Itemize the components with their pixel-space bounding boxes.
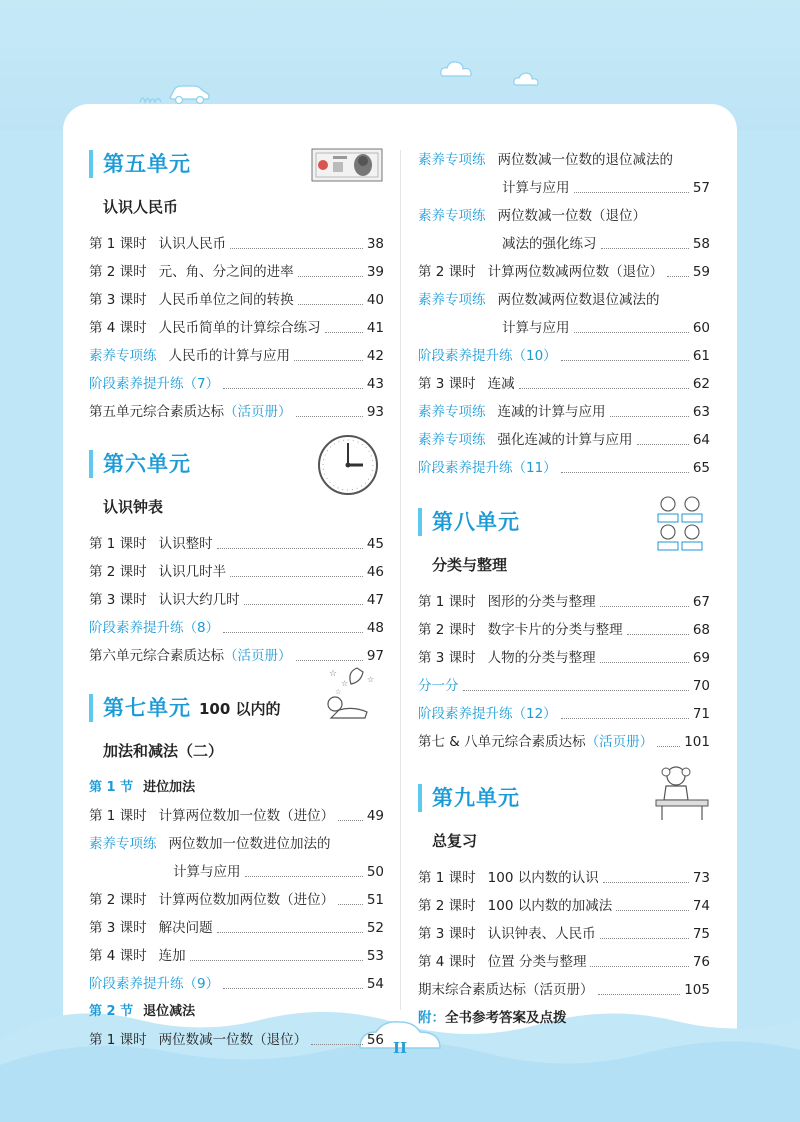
toc-entry[interactable] (89, 230, 384, 258)
entry-title-continued: 计算与应用 (502, 320, 570, 336)
entry-title: 阶段素养提升练（10） (418, 348, 557, 364)
toc-entry[interactable] (418, 286, 710, 314)
leader-dots (601, 248, 689, 249)
leader-dots (600, 938, 689, 939)
leader-dots (294, 360, 363, 361)
entry-title: 强化连减的计算与应用 (497, 432, 633, 448)
lesson-label: 第 3 课时 (418, 376, 476, 392)
appendix-prefix: 附： (418, 1010, 445, 1026)
teacher-illustration-icon (654, 764, 710, 822)
leader-dots (627, 634, 689, 635)
page-ref: 51 (366, 892, 384, 908)
toc-entry[interactable] (89, 802, 384, 830)
page-ref: 58 (692, 236, 710, 252)
toc-entry[interactable] (89, 586, 384, 614)
section-number: 第 1 节 (89, 780, 134, 795)
entry-title: 人民币的计算与应用 (168, 348, 290, 364)
leader-dots (298, 304, 363, 305)
leader-dots (574, 332, 689, 333)
entry-title: 第五单元综合素质达标 (89, 404, 224, 420)
leader-dots (325, 332, 363, 333)
toc-entry[interactable] (89, 398, 384, 426)
leader-dots (637, 444, 689, 445)
page-ref: 97 (366, 648, 384, 664)
entry-title: 第六单元综合素质达标 (89, 648, 224, 664)
page-ref: 43 (366, 376, 384, 392)
entry-title: 认识人民币 (158, 236, 227, 252)
leader-dots (561, 718, 689, 719)
page-ref: 62 (692, 376, 710, 392)
toc-entry[interactable] (418, 588, 710, 616)
unit-5-subtitle: 认识人民币 (103, 198, 179, 216)
lesson-label: 第 2 课时 (418, 264, 476, 280)
leader-dots (296, 416, 363, 417)
section-title: 退位减法 (143, 1004, 196, 1019)
lesson-label: 素养专项练 (89, 348, 157, 364)
leader-dots (574, 192, 689, 193)
entry-title: 阶段素养提升练（12） (418, 706, 557, 722)
entry-title: 人物的分类与整理 (487, 650, 596, 666)
entry-title: 连减 (487, 376, 515, 392)
entry-title: 两位数加一位数进位加法的 (168, 836, 331, 852)
lesson-label: 第 3 课时 (89, 920, 147, 936)
lesson-label: 第 1 课时 (89, 808, 147, 824)
page-ref: 76 (692, 954, 710, 970)
entry-title: 解决问题 (158, 920, 213, 936)
entry-title: 人民币单位之间的转换 (158, 292, 294, 308)
entry-title: 第七 & 八单元综合素质达标 (418, 734, 586, 750)
lesson-label: 第 1 课时 (418, 870, 476, 886)
lesson-label: 第 1 课时 (89, 536, 147, 552)
unit-bar (89, 450, 93, 478)
page-ref: 47 (366, 592, 384, 608)
toc-entry[interactable] (418, 948, 710, 976)
toc-entry[interactable] (418, 616, 710, 644)
leader-dots (245, 876, 363, 877)
lesson-label: 第 1 课时 (89, 236, 147, 252)
page-ref: 59 (692, 264, 710, 280)
toc-entry-continued[interactable] (418, 174, 710, 202)
entry-hint: （活页册） (224, 404, 292, 420)
entry-title-continued: 计算与应用 (173, 864, 241, 880)
entry-title: 100 以内数的认识 (487, 870, 599, 886)
entry-title: 分一分 (418, 678, 459, 694)
appendix-entry[interactable] (418, 1004, 710, 1032)
entry-title: 认识大约几时 (158, 592, 240, 608)
page-ref: 56 (366, 1032, 384, 1048)
toc-entry[interactable] (418, 426, 710, 454)
page-ref: 101 (684, 734, 710, 750)
entry-title: 两位数减一位数（退位） (158, 1032, 308, 1048)
toc-entry[interactable] (89, 258, 384, 286)
entry-title: 认识几时半 (158, 564, 227, 580)
page-ref: 70 (692, 678, 710, 694)
cloud-icon (512, 70, 542, 88)
toc-entry[interactable] (418, 644, 710, 672)
leader-dots (338, 820, 363, 821)
unit-8-subtitle: 分类与整理 (432, 556, 508, 574)
toc-entry[interactable] (418, 146, 710, 174)
page-ref: 50 (366, 864, 384, 880)
cloud-icon (438, 58, 478, 80)
unit-7-title-extra: 100 以内的 (199, 700, 281, 718)
toc-entry[interactable] (418, 202, 710, 230)
unit-6-subtitle: 认识钟表 (103, 498, 164, 516)
toc-left-column (89, 140, 384, 1054)
section-number: 第 2 节 (89, 1004, 134, 1019)
leader-dots (244, 604, 363, 605)
lesson-label: 素养专项练 (418, 152, 486, 168)
leader-dots (190, 960, 363, 961)
page-ref: 75 (692, 926, 710, 942)
svg-text:☆: ☆ (329, 669, 338, 679)
toc-entry[interactable] (89, 914, 384, 942)
unit-8-title: 第八单元 (432, 510, 520, 534)
entry-title-continued: 减法的强化练习 (502, 236, 597, 252)
leader-dots (561, 360, 689, 361)
leader-dots (463, 690, 689, 691)
leader-dots (217, 548, 363, 549)
section-2-header (89, 998, 384, 1026)
toc-entry[interactable] (89, 558, 384, 586)
toc-entry[interactable] (89, 942, 384, 970)
toc-entry[interactable] (89, 286, 384, 314)
page-number: II (392, 1039, 408, 1057)
entry-title: 计算两位数加一位数（进位） (158, 808, 335, 824)
leader-dots (230, 576, 363, 577)
toc-entry[interactable] (418, 342, 710, 370)
toc-entry-continued[interactable] (89, 858, 384, 886)
page-ref: 68 (692, 622, 710, 638)
leader-dots (519, 388, 689, 389)
lesson-label: 素养专项练 (418, 292, 486, 308)
entry-title: 连减的计算与应用 (497, 404, 606, 420)
lesson-label: 第 2 课时 (89, 892, 147, 908)
leader-dots (610, 416, 689, 417)
page-ref: 48 (366, 620, 384, 636)
toc-entry[interactable] (418, 370, 710, 398)
page-ref: 45 (366, 536, 384, 552)
lesson-label: 第 4 课时 (89, 948, 147, 964)
page-ref: 38 (366, 236, 384, 252)
leader-dots (598, 994, 681, 995)
toc-entry[interactable] (89, 370, 384, 398)
lesson-label: 第 4 课时 (418, 954, 476, 970)
toc-right-column (418, 146, 710, 1032)
entry-title: 期末综合素质达标（活页册） (418, 982, 594, 998)
leader-dots (223, 632, 363, 633)
clock-icon (317, 434, 379, 496)
unit-9-subtitle: 总复习 (432, 832, 478, 850)
leader-dots (311, 1044, 363, 1045)
toc-entry[interactable] (89, 314, 384, 342)
toc-entry[interactable] (418, 454, 710, 482)
toc-entry[interactable] (89, 1026, 384, 1054)
entry-hint: （活页册） (585, 734, 654, 750)
entry-title: 阶段素养提升练（11） (418, 460, 557, 476)
lesson-label: 素养专项练 (418, 208, 486, 224)
entry-title: 人民币简单的计算综合练习 (158, 320, 321, 336)
entry-title: 元、角、分之间的进率 (158, 264, 294, 280)
lesson-label: 第 4 课时 (89, 320, 147, 336)
leader-dots (600, 662, 689, 663)
page-ref: 39 (366, 264, 384, 280)
car-icon (166, 80, 212, 106)
toc-entry[interactable] (89, 614, 384, 642)
toc-entry[interactable] (89, 970, 384, 998)
children-illustration-icon (654, 492, 706, 556)
lesson-label: 第 3 课时 (418, 926, 476, 942)
page-ref: 41 (366, 320, 384, 336)
lesson-label: 第 2 课时 (89, 564, 147, 580)
entry-title: 阶段素养提升练（8） (89, 620, 220, 636)
page-ref: 93 (366, 404, 384, 420)
toc-entry[interactable] (418, 920, 710, 948)
lesson-label: 第 2 课时 (418, 898, 476, 914)
page-ref: 61 (692, 348, 710, 364)
page-ref: 60 (692, 320, 710, 336)
leader-dots (561, 472, 689, 473)
page-ref: 52 (366, 920, 384, 936)
lesson-label: 第 3 课时 (418, 650, 476, 666)
entry-hint: （活页册） (224, 648, 292, 664)
page-ref: 54 (366, 976, 384, 992)
unit-bar (89, 694, 93, 722)
svg-text:☆: ☆ (341, 679, 349, 688)
entry-title: 计算两位数减两位数（退位） (487, 264, 664, 280)
leader-dots (230, 248, 363, 249)
toc-entry[interactable] (418, 728, 710, 756)
leader-dots (603, 882, 689, 883)
lesson-label: 第 1 课时 (418, 594, 476, 610)
leader-dots (223, 388, 363, 389)
lesson-label: 素养专项练 (89, 836, 157, 852)
leader-dots (223, 988, 363, 989)
leader-dots (298, 276, 363, 277)
toc-entry[interactable] (418, 672, 710, 700)
unit-bar (418, 784, 422, 812)
toc-entry[interactable] (418, 258, 710, 286)
entry-title: 计算两位数加两位数（进位） (158, 892, 335, 908)
toc-entry-continued[interactable] (418, 230, 710, 258)
page-ref: 73 (692, 870, 710, 886)
toc-entry[interactable] (89, 886, 384, 914)
entry-title: 两位数减一位数（退位） (497, 208, 646, 224)
leader-dots (667, 276, 689, 277)
unit-7-subtitle: 加法和减法（二） (103, 742, 224, 760)
entry-title: 100 以内数的加减法 (487, 898, 613, 914)
svg-text:☆: ☆ (335, 688, 342, 696)
page-ref: 53 (366, 948, 384, 964)
toc-entry[interactable] (418, 976, 710, 1004)
entry-title: 连加 (158, 948, 186, 964)
page-ref: 65 (692, 460, 710, 476)
entry-title: 图形的分类与整理 (487, 594, 596, 610)
lesson-label: 第 2 课时 (418, 622, 476, 638)
page-ref: 40 (366, 292, 384, 308)
toc-entry[interactable] (89, 830, 384, 858)
section-title: 进位加法 (143, 780, 196, 795)
entry-title: 认识钟表、人民币 (487, 926, 596, 942)
unit-5-title: 第五单元 (103, 152, 191, 176)
toc-entry[interactable] (418, 892, 710, 920)
toc-entry[interactable] (418, 864, 710, 892)
unit-bar (418, 508, 422, 536)
unit-6-title: 第六单元 (103, 452, 191, 476)
page-ref: 46 (366, 564, 384, 580)
entry-title: 两位数减一位数的退位减法的 (497, 152, 673, 168)
leader-dots (338, 904, 363, 905)
page-ref: 63 (692, 404, 710, 420)
entry-title: 阶段素养提升练（9） (89, 976, 220, 992)
lesson-label: 第 1 课时 (89, 1032, 147, 1048)
page-ref: 105 (684, 982, 710, 998)
section-1-header (89, 774, 384, 802)
unit-7-title: 第七单元 (103, 696, 191, 720)
lesson-label: 素养专项练 (418, 404, 486, 420)
unit-bar (89, 150, 93, 178)
page-ref: 64 (692, 432, 710, 448)
lesson-label: 素养专项练 (418, 432, 486, 448)
unit-9-title: 第九单元 (432, 786, 520, 810)
svg-text:☆: ☆ (367, 675, 375, 684)
page-ref: 42 (366, 348, 384, 364)
leader-dots (657, 746, 680, 747)
banknote-icon (311, 148, 383, 182)
page-ref: 49 (366, 808, 384, 824)
leader-dots (616, 910, 689, 911)
entry-title-continued: 计算与应用 (502, 180, 570, 196)
leader-dots (217, 932, 363, 933)
toc-entry[interactable] (418, 700, 710, 728)
lesson-label: 第 3 课时 (89, 292, 147, 308)
toc-entry[interactable] (89, 342, 384, 370)
appendix-title: 全书参考答案及点拨 (445, 1010, 567, 1026)
page-ref: 74 (692, 898, 710, 914)
toc-entry[interactable] (89, 530, 384, 558)
page-ref: 69 (692, 650, 710, 666)
page-ref: 57 (692, 180, 710, 196)
page-ref: 67 (692, 594, 710, 610)
entry-title: 认识整时 (158, 536, 213, 552)
page-ref: 71 (692, 706, 710, 722)
entry-title: 位置 分类与整理 (487, 954, 587, 970)
grass-icon (138, 92, 164, 104)
entry-title: 阶段素养提升练（7） (89, 376, 220, 392)
column-divider (400, 150, 401, 1010)
toc-entry-continued[interactable] (418, 314, 710, 342)
entry-title: 数字卡片的分类与整理 (487, 622, 623, 638)
child-reading-icon (317, 660, 383, 720)
leader-dots (590, 966, 688, 967)
lesson-label: 第 2 课时 (89, 264, 147, 280)
toc-entry[interactable] (418, 398, 710, 426)
entry-title: 两位数减两位数退位减法的 (497, 292, 660, 308)
leader-dots (600, 606, 689, 607)
lesson-label: 第 3 课时 (89, 592, 147, 608)
